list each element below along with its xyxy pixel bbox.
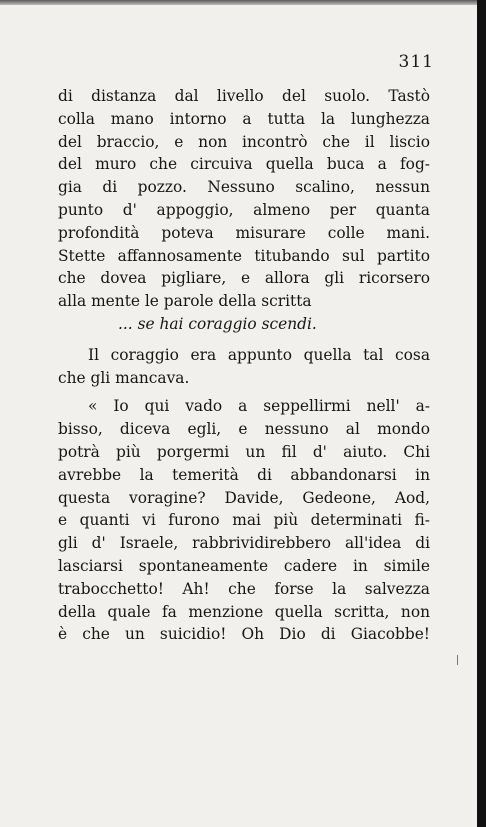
text-line: del muro che circuiva quella buca a fog-: [58, 155, 430, 174]
text-line: e quanti vi furono mai più determinati fi-: [58, 511, 430, 530]
text-line: gia di pozzo. Nessuno scalino, nessun: [58, 178, 430, 197]
text-line: alla mente le parole della scritta: [58, 292, 312, 311]
text-line: punto d' appoggio, almeno per quanta: [58, 200, 430, 219]
text-line: trabocchetto! Ah! che forse la salvezza: [58, 579, 430, 598]
scan-border: [477, 0, 486, 827]
text-line: del braccio, e non incontrò che il liscio: [58, 132, 430, 151]
text-line: avrebbe la temerità di abbandonarsi in: [58, 465, 430, 484]
text-line: profondità poteva misurare colle mani.: [58, 223, 430, 242]
body-text: [58, 85, 430, 646]
page-mark: [457, 655, 458, 665]
quoted-verse: [58, 313, 430, 336]
text-line: che gli mancava.: [58, 368, 190, 387]
text-line: gli d' Israele, rabbrividirebbero all'idea di: [58, 534, 430, 553]
text-line: colla mano intorno a tutta la lunghezza: [58, 109, 430, 128]
page-top-edge: [0, 0, 478, 5]
text-line: Il coraggio era appunto quella tal cosa: [88, 345, 430, 364]
text-line: che dovea pigliare, e allora gli ricorsero: [58, 269, 430, 288]
text-line: Stette affannosamente titubando sul partito: [58, 246, 430, 265]
text-line: di distanza dal livello del suolo. Tastò: [58, 87, 430, 105]
text-line: bisso, diceva egli, e nessuno al mondo: [58, 420, 430, 439]
page-number: 311: [398, 52, 434, 72]
verse-text: ... se hai coraggio scendi.: [118, 314, 317, 333]
text-line: della quale fa menzione quella scritta, non: [58, 602, 430, 621]
text-line: è che un suicidio! Oh Dio di Giacobbe!: [58, 625, 430, 644]
text-line: lasciarsi spontaneamente cadere in simile: [58, 556, 430, 575]
text-line: « Io qui vado a seppellirmi nell' a-: [88, 397, 430, 416]
text-line: potrà più porgermi un fil d' aiuto. Chi: [58, 442, 430, 461]
text-line: questa voragine? Davide, Gedeone, Aod,: [58, 488, 430, 507]
